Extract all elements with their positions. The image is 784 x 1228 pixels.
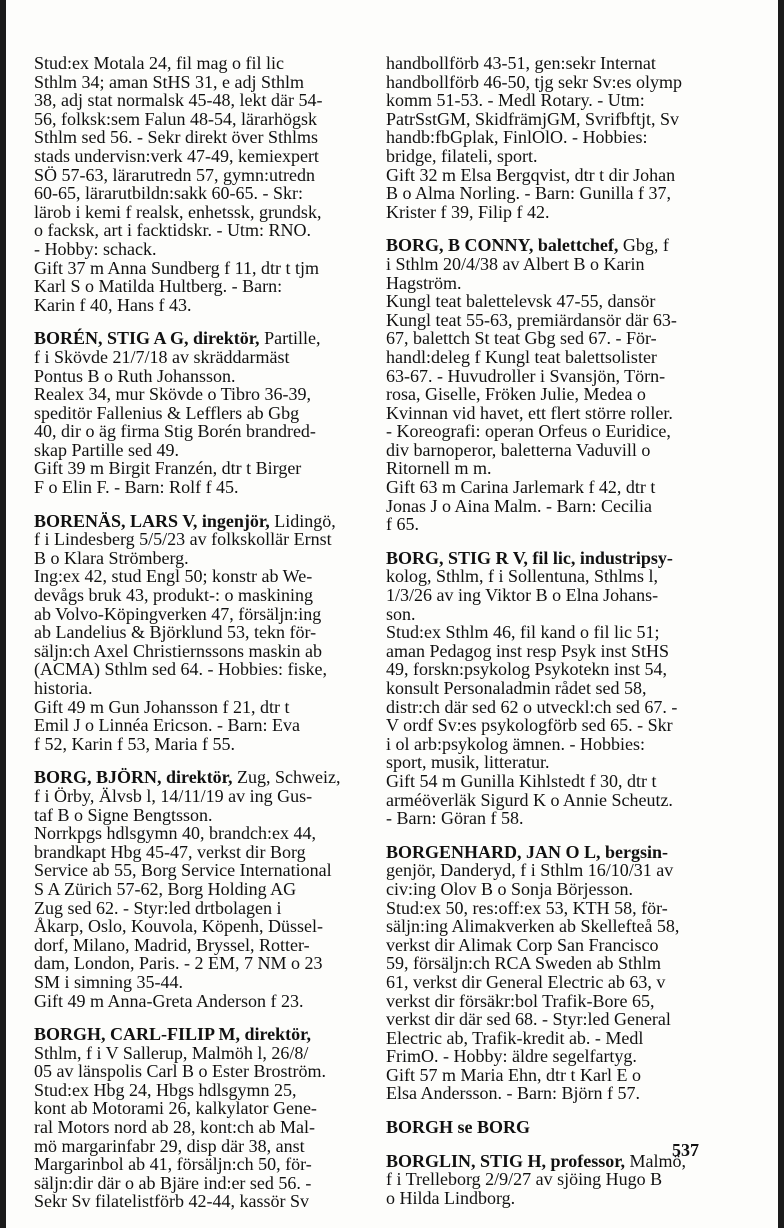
- entry-heading: BORGLIN, STIG H, professor,: [386, 1150, 626, 1171]
- entry-text-line: PatrSstGM, SkidfrämjGM, Svrifbftjt, Sv: [386, 108, 680, 129]
- entry-heading: BORGH, CARL-FILIP M, direktör,: [34, 1024, 312, 1045]
- entry-text-line: i Sthlm 20/4/38 av Albert B o Karin: [386, 253, 645, 274]
- entry-text-line: Service ab 55, Borg Service International: [34, 860, 332, 881]
- page-edge-left: [0, 0, 6, 1228]
- entry-text-line: 40, dir o äg firma Stig Borén brandred-: [34, 421, 316, 442]
- entry-text-line: Hagström.: [386, 272, 462, 293]
- entry-text-line: Stud:ex Sthlm 46, fil kand o fil lic 51;: [386, 622, 660, 643]
- biography-entry: [34, 1025, 362, 1211]
- entry-text-line: Pontus B o Ruth Johansson.: [34, 365, 236, 386]
- entry-text-line: 56, folksk:sem Falun 48-54, lärarhögsk: [34, 108, 317, 129]
- entry-text-line: dorf, Milano, Madrid, Bryssel, Rotter-: [34, 934, 310, 955]
- entry-heading: BORENÄS, LARS V, ingenjör,: [34, 510, 270, 531]
- entry-heading-rest: Gbg, f: [618, 235, 669, 256]
- entry-text-line: o facksk, art i facktidskr. - Utm: RNO.: [34, 220, 311, 241]
- entry-text-line: ral Motors nord ab 28, kont:ch ab Mal-: [34, 1117, 315, 1138]
- entry-text-line: V ordf Sv:es psykologförb sed 65. - Skr: [386, 715, 673, 736]
- entry-first-line: [34, 512, 362, 531]
- entry-first-line: [386, 1118, 714, 1137]
- entry-text-line: Ritornell m m.: [386, 458, 492, 479]
- entry-text-line: Ing:ex 42, stud Engl 50; konstr ab We-: [34, 566, 313, 587]
- entry-text-line: handbollförb 46-50, tjg sekr Sv:es olymp: [386, 71, 682, 92]
- entry-text-line: Stud:ex Motala 24, fil mag o fil lic: [34, 53, 284, 73]
- entry-text-line: f i Skövde 21/7/18 av skräddarmäst: [34, 346, 290, 367]
- entry-text-line: kolog, Sthlm, f i Sollentuna, Sthlms l,: [386, 566, 659, 587]
- entry-text-line: brandkapt Hbg 45-47, verkst dir Borg: [34, 841, 306, 862]
- entry-text-line: skap Partille sed 49.: [34, 439, 179, 460]
- entry-text-line: devågs bruk 43, produkt-: o maskining: [34, 585, 313, 606]
- entry-heading-rest: Malmö,: [625, 1150, 687, 1171]
- entry-text-line: 67, balettch St teat Gbg sed 67. - För-: [386, 328, 657, 349]
- entry-text-line: - Barn: Göran f 58.: [386, 808, 524, 829]
- entry-text-line: Stud:ex Hbg 24, Hbgs hdlsgymn 25,: [34, 1079, 297, 1100]
- entry-text-line: 38, adj stat normalsk 45-48, lekt där 54-: [34, 90, 323, 111]
- entry-text-line: f i Lindesberg 5/5/23 av folkskollär Ernst: [34, 529, 332, 550]
- entry-text-line: konsult Personaladmin rådet sed 58,: [386, 678, 647, 698]
- entry-text-line: Stud:ex 50, res:off:ex 53, KTH 58, för-: [386, 897, 668, 918]
- entry-text-line: ab Landelius & Björklund 53, tekn för-: [34, 622, 317, 643]
- entry-text-line: kont ab Motorami 26, kalkylator Gene-: [34, 1098, 317, 1119]
- entry-text-line: SM i simning 35-44.: [34, 971, 184, 992]
- entry-heading: BORG, BJÖRN, direktör,: [34, 767, 233, 788]
- entry-text-line: SÖ 57-63, lärarutredn 57, gymn:utredn: [34, 164, 315, 185]
- entry-text-line: Gift 49 m Anna-Greta Anderson f 23.: [34, 990, 304, 1011]
- entry-text-line: säljn:dir där o ab Bjäre ind:er sed 56. -: [34, 1172, 312, 1193]
- biography-entry: [34, 768, 362, 1010]
- entry-text-line: S A Zürich 57-62, Borg Holding AG: [34, 878, 297, 899]
- entry-text-line: handb:fbGplak, FinlOlO. - Hobbies:: [386, 127, 648, 148]
- entry-text-line: Kvinnan vid havet, ett flert större roller.: [386, 402, 673, 423]
- entry-text-line: stads undervisn:verk 47-49, kemiexpert: [34, 145, 319, 166]
- entry-text-line: bridge, filateli, sport.: [386, 145, 538, 166]
- entry-heading-rest: Lidingö,: [269, 510, 336, 531]
- entry-text-line: Karl S o Matilda Hultberg. - Barn:: [34, 276, 283, 297]
- entry-text-line: 63-67. - Huvudroller i Svansjön, Törn-: [386, 365, 666, 386]
- entry-heading: BORGH se BORG: [386, 1117, 531, 1138]
- entry-text-line: 60-65, lärarutbildn:sakk 60-65. - Skr:: [34, 183, 303, 204]
- entry-text-line: Jonas J o Aina Malm. - Barn: Cecilia: [386, 495, 652, 516]
- right-column: [386, 54, 714, 1222]
- entry-text-line: Emil J o Linnéa Ericson. - Barn: Eva: [34, 715, 300, 736]
- entry-text-line: Kungl teat 55-63, premiärdansör där 63-: [386, 309, 677, 330]
- entry-text-line: komm 51-53. - Medl Rotary. - Utm:: [386, 90, 645, 111]
- entry-text-line: div barnoperor, baletterna Vaduvill o: [386, 439, 651, 460]
- entry-heading: BORG, B CONNY, balettchef,: [386, 235, 619, 256]
- entry-text-line: B o Alma Norling. - Barn: Gunilla f 37,: [386, 183, 671, 204]
- entry-text-line: B o Klara Strömberg.: [34, 547, 189, 568]
- entry-text-line: Kungl teat balettelevsk 47-55, dansör: [386, 291, 656, 312]
- entry-text-line: rosa, Giselle, Fröken Julie, Medea o: [386, 384, 646, 405]
- entry-text-line: Karin f 40, Hans f 43.: [34, 294, 192, 315]
- entry-text-line: Zug sed 62. - Styr:led drtbolagen i: [34, 897, 282, 918]
- entry-text-line: FrimO. - Hobby: äldre segelfartyg.: [386, 1046, 637, 1067]
- entry-first-line: [386, 236, 714, 255]
- entry-text-line: Margarinbol ab 41, försäljn:ch 50, för-: [34, 1154, 312, 1175]
- entry-text-line: Sekr Sv filatelistförb 42-44, kassör Sv: [34, 1191, 309, 1212]
- entry-text-line: son.: [386, 603, 416, 624]
- biography-entry: [386, 843, 714, 1103]
- entry-text-line: handbollförb 43-51, gen:sekr Internat: [386, 53, 656, 73]
- entry-text-line: genjör, Danderyd, f i Sthlm 16/10/31 av: [386, 860, 674, 881]
- page-number: 537: [672, 1140, 699, 1160]
- entry-text-line: f i Trelleborg 2/9/27 av sjöing Hugo B: [386, 1169, 663, 1190]
- entry-text-line: Gift 49 m Gun Johansson f 21, dtr t: [34, 696, 290, 717]
- entry-text-line: ab Volvo-Köpingverken 47, försäljn:ing: [34, 603, 322, 624]
- entry-text-line: civ:ing Olov B o Sonja Börjesson.: [386, 878, 633, 899]
- entry-text-line: verkst dir Alimak Corp San Francisco: [386, 934, 659, 955]
- entry-text-line: Realex 34, mur Skövde o Tibro 36-39,: [34, 384, 311, 405]
- entry-text-line: f 52, Karin f 53, Maria f 55.: [34, 733, 235, 754]
- entry-text-line: säljn:ch Axel Christiernssons maskin ab: [34, 640, 322, 661]
- entry-text-line: 59, försäljn:ch RCA Sweden ab Sthlm: [386, 953, 661, 974]
- entry-text-line: dam, London, Paris. - 2 EM, 7 NM o 23: [34, 953, 323, 974]
- entry-heading-rest: Zug, Schweiz,: [232, 767, 341, 788]
- entry-first-line: [386, 549, 714, 568]
- entry-text-line: Sthlm sed 56. - Sekr direkt över Sthlms: [34, 127, 318, 148]
- entry-text-line: o Hilda Lindborg.: [386, 1187, 516, 1208]
- biography-entry: [386, 236, 714, 534]
- entry-text-line: sport, musik, litteratur.: [386, 752, 550, 773]
- biography-entry: [386, 1152, 714, 1208]
- entry-text-line: Gift 32 m Elsa Bergqvist, dtr t dir Johan: [386, 164, 676, 185]
- entry-continuation: [386, 54, 714, 221]
- entry-heading: BORÉN, STIG A G, direktör,: [34, 328, 260, 349]
- entry-text-line: Elsa Andersson. - Barn: Björn f 57.: [386, 1083, 640, 1104]
- entry-text-line: mö margarinfabr 29, disp där 38, anst: [34, 1135, 305, 1156]
- biography-entry: [34, 329, 362, 496]
- entry-heading: BORGENHARD, JAN O L, bergsin-: [386, 841, 669, 862]
- entry-text-line: verkst dir där sed 68. - Styr:led General: [386, 1009, 671, 1030]
- entry-text-line: F o Elin F. - Barn: Rolf f 45.: [34, 477, 239, 498]
- entry-text-line: Gift 37 m Anna Sundberg f 11, dtr t tjm: [34, 257, 319, 278]
- entry-text-line: 49, forskn:psykolog Psykotekn inst 54,: [386, 659, 668, 680]
- entry-text-line: arméöverläk Sigurd K o Annie Scheutz.: [386, 789, 673, 810]
- biography-entry: [386, 549, 714, 828]
- entry-text-line: Electric ab, Trafik-kredit ab. - Medl: [386, 1027, 644, 1048]
- biography-entry: [386, 1118, 714, 1137]
- entry-text-line: - Koreografi: operan Orfeus o Euridice,: [386, 421, 671, 442]
- entry-text-line: taf B o Signe Bengtsson.: [34, 804, 213, 825]
- entry-text-line: Sthlm, f i V Sallerup, Malmöh l, 26/8/: [34, 1042, 309, 1063]
- entry-text-line: Gift 63 m Carina Jarlemark f 42, dtr t: [386, 477, 656, 498]
- entry-heading: BORG, STIG R V, fil lic, industripsy-: [386, 547, 673, 568]
- entry-text-line: verkst dir försäkr:bol Trafik-Bore 65,: [386, 990, 655, 1011]
- entry-heading-rest: Partille,: [259, 328, 321, 349]
- entry-first-line: [34, 1025, 362, 1044]
- entry-first-line: [386, 843, 714, 862]
- entry-text-line: Sthlm 34; aman StHS 31, e adj Sthlm: [34, 71, 305, 92]
- entry-text-line: speditör Fallenius & Lefflers ab Gbg: [34, 402, 300, 423]
- entry-text-line: f 65.: [386, 514, 419, 535]
- entry-text-line: 05 av länspolis Carl B o Ester Broström.: [34, 1061, 326, 1082]
- entry-first-line: [34, 329, 362, 348]
- entry-text-line: aman Pedagog inst resp Psyk inst StHS: [386, 640, 670, 661]
- entry-text-line: 1/3/26 av ing Viktor B o Elna Johans-: [386, 585, 659, 606]
- left-column: [34, 54, 362, 1226]
- entry-text-line: Norrkpgs hdlsgymn 40, brandch:ex 44,: [34, 823, 316, 844]
- entry-text-line: - Hobby: schack.: [34, 238, 157, 259]
- entry-first-line: [34, 768, 362, 787]
- entry-text-line: f i Örby, Älvsb l, 14/11/19 av ing Gus-: [34, 785, 313, 806]
- biography-entry: [34, 512, 362, 754]
- entry-text-line: Gift 39 m Birgit Franzén, dtr t Birger: [34, 458, 302, 479]
- entry-first-line: [386, 1152, 714, 1171]
- entry-text-line: 61, verkst dir General Electric ab 63, v: [386, 971, 666, 992]
- entry-text-line: Krister f 39, Filip f 42.: [386, 201, 550, 222]
- entry-text-line: Gift 54 m Gunilla Kihlstedt f 30, dtr t: [386, 770, 657, 791]
- entry-text-line: lärob i kemi f realsk, enhetssk, grundsk,: [34, 201, 322, 222]
- entry-text-line: säljn:ing Alimakverken ab Skellefteå 58,: [386, 916, 680, 937]
- entry-text-line: (ACMA) Sthlm sed 64. - Hobbies: fiske,: [34, 659, 327, 680]
- page-edge-right: [778, 0, 784, 1228]
- entry-text-line: historia.: [34, 678, 93, 698]
- entry-text-line: Åkarp, Oslo, Kouvola, Köpenh, Düssel-: [34, 916, 323, 937]
- entry-text-line: distr:ch där sed 62 o utveckl:ch sed 67. -: [386, 696, 678, 717]
- entry-text-line: i ol arb:psykolog ämnen. - Hobbies:: [386, 733, 645, 754]
- entry-text-line: Gift 57 m Maria Ehn, dtr t Karl E o: [386, 1064, 641, 1085]
- entry-continuation: [34, 54, 362, 314]
- entry-text-line: handl:deleg f Kungl teat balettsolister: [386, 346, 657, 367]
